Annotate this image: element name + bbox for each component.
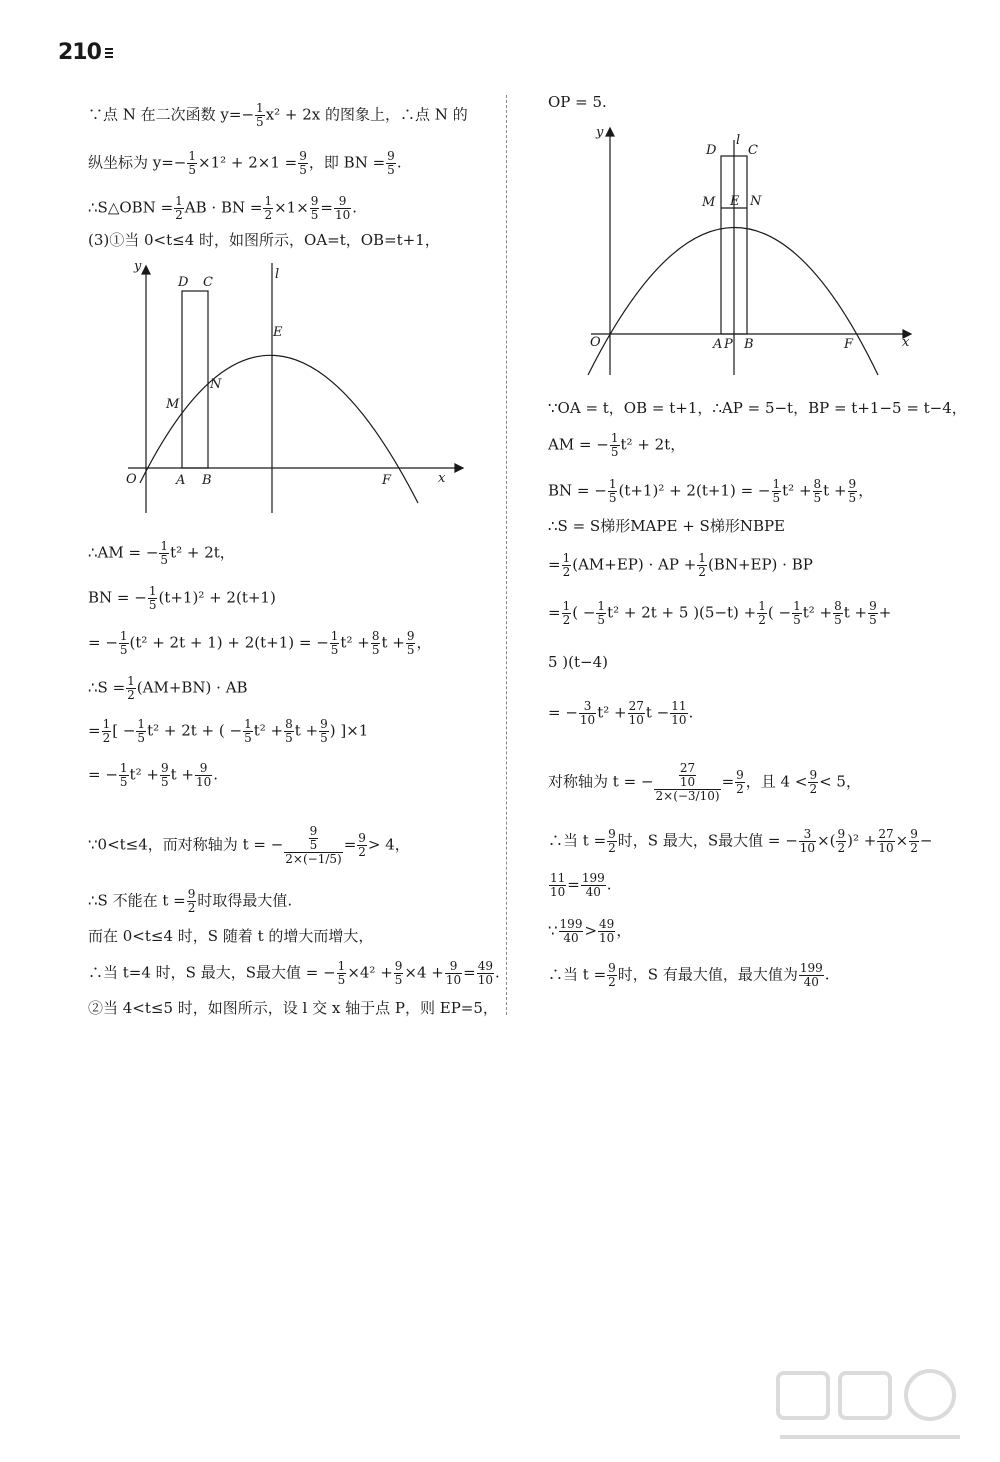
text-line: ∵ $\frac{199}{40}$ > $\frac{49}{10}$ ， xyxy=(548,917,632,945)
axis-label-x: x xyxy=(902,335,910,350)
point-label-D: D xyxy=(706,143,717,158)
point-label-C: C xyxy=(748,143,758,158)
point-label-M: M xyxy=(166,397,180,412)
text-line: = $\frac{1}{2}$ ( − $\frac{1}{5}$ t² + 2t + 5 )(5−t) + $\frac{1}{2}$ ( − $\frac{1}{5}$ t² + $\frac{8}{5}$ t + $\frac{9}{5}$ + xyxy=(548,599,892,627)
text-line: ∵点 N 在二次函数 y=− $\frac{1}{5}$ x² + 2x 的图象上，∴点 N 的 xyxy=(88,101,468,129)
parabola-figure-2 xyxy=(586,120,926,380)
axis-label-x: x xyxy=(438,471,446,486)
point-label-O: O xyxy=(590,335,601,350)
parabola-figure-1 xyxy=(118,258,488,518)
text-line: BN = − $\frac{1}{5}$ (t+1)² + 2(t+1) xyxy=(88,584,276,612)
text-line: OP = 5. xyxy=(548,93,607,111)
point-label-F: F xyxy=(382,473,392,488)
point-label-E: E xyxy=(273,325,283,340)
point-label-N: N xyxy=(210,377,222,392)
text-line: ∴S = S梯形MAPE + S梯形NBPE xyxy=(548,517,786,535)
text-line: BN = − $\frac{1}{5}$ (t+1)² + 2(t+1) = − $\frac{1}{5}$ t² + $\frac{8}{5}$ t + $\frac{9}{5}$ ， xyxy=(548,477,874,505)
text-line: 而在 0<t≤4 时，S 随着 t 的增大而增大， xyxy=(88,927,374,945)
point-label-B: B xyxy=(744,337,754,352)
text-line: ∵0<t≤4，而对称轴为 t = − $\frac{\frac{9}{5}}{2\times(-1/5)}$ = $\frac{9}{2}$ > 4， xyxy=(88,824,410,866)
text-line: = − $\frac{1}{5}$ (t² + 2t + 1) + 2(t+1) = − $\frac{1}{5}$ t² + $\frac{8}{5}$ t + $\frac{9}{5}$ ， xyxy=(88,629,432,657)
axis-label-y: y xyxy=(134,259,142,274)
text-line: ∴S 不能在 t = $\frac{9}{2}$ 时取得最大值. xyxy=(88,887,293,915)
text-line: AM = − $\frac{1}{5}$ t² + 2t， xyxy=(548,431,686,459)
watermark-logo-icon xyxy=(770,1365,970,1450)
axis-label-y: y xyxy=(596,125,604,140)
text-line: 对称轴为 t = − $\frac{\frac{27}{10}}{2\times(-3/10)}$ = $\frac{9}{2}$ ，且 4 < $\frac{9}{2}$ < 5， xyxy=(548,761,861,803)
text-line: = $\frac{1}{2}$ (AM+EP) · AP + $\frac{1}{2}$ (BN+EP) · BP xyxy=(548,551,813,579)
text-line: = − $\frac{3}{10}$ t² + $\frac{27}{10}$ t − $\frac{11}{10}$ . xyxy=(548,699,694,727)
text-line: $\frac{11}{10}$ = $\frac{199}{40}$ . xyxy=(550,871,612,899)
text-line: ∴当 t = $\frac{9}{2}$ 时，S 有最大值，最大值为 $\frac{199}{40}$ . xyxy=(548,961,830,989)
text-line: 5 )(t−4) xyxy=(548,653,609,671)
text-line: ∴当 t=4 时，S 最大，S最大值 = − $\frac{1}{5}$ ×4² + $\frac{9}{5}$ ×4 + $\frac{9}{10}$ = $\frac{49}{10}$ . xyxy=(88,959,500,987)
point-label-N: N xyxy=(750,194,762,209)
text-line: = $\frac{1}{2}$ [ − $\frac{1}{5}$ t² + 2t + ( − $\frac{1}{5}$ t² + $\frac{8}{5}$ t + $\frac{9}{5}$ ) ]×1 xyxy=(88,717,369,745)
text-line: ∵OA = t，OB = t+1，∴AP = 5−t，BP = t+1−5 = t−4， xyxy=(548,399,967,417)
text-line: ∴S = $\frac{1}{2}$ (AM+BN) · AB xyxy=(88,674,248,702)
text-line: ∴AM = − $\frac{1}{5}$ t² + 2t， xyxy=(88,539,235,567)
point-label-A: A xyxy=(713,337,723,352)
point-label-O: O xyxy=(126,472,137,487)
text-line: = − $\frac{1}{5}$ t² + $\frac{9}{5}$ t + $\frac{9}{10}$ . xyxy=(88,761,219,789)
point-label-C: C xyxy=(203,275,213,290)
point-label-E: E xyxy=(730,194,740,209)
point-label-M: M xyxy=(702,195,716,210)
text-line: (3)①当 0<t≤4 时，如图所示，OA=t，OB=t+1， xyxy=(88,231,440,249)
point-label-A: A xyxy=(176,473,186,488)
text-line: ②当 4<t≤5 时，如图所示，设 l 交 x 轴于点 P，则 EP=5， xyxy=(88,999,498,1017)
text-line: 纵坐标为 y=− $\frac{1}{5}$ ×1² + 2×1 = $\frac{9}{5}$ ，即 BN = $\frac{9}{5}$ . xyxy=(88,149,402,177)
point-label-D: D xyxy=(178,275,189,290)
line-label-l: l xyxy=(736,133,741,148)
point-label-B: B xyxy=(202,473,212,488)
text-line: ∴S△OBN = $\frac{1}{2}$ AB · BN = $\frac{1}{2}$ ×1× $\frac{9}{5}$ = $\frac{9}{10}$ . xyxy=(88,194,358,222)
point-label-P: P xyxy=(724,337,733,352)
point-label-F: F xyxy=(844,337,854,352)
text-line: ∴当 t = $\frac{9}{2}$ 时，S 最大，S最大值 = − $\frac{3}{10}$ ×( $\frac{9}{2}$ )² + $\frac{27}{10}$ × $\frac{9}{2}$ − xyxy=(548,827,933,855)
line-label-l: l xyxy=(275,267,280,282)
page-number: 210 xyxy=(58,40,113,65)
column-divider xyxy=(506,95,507,1015)
